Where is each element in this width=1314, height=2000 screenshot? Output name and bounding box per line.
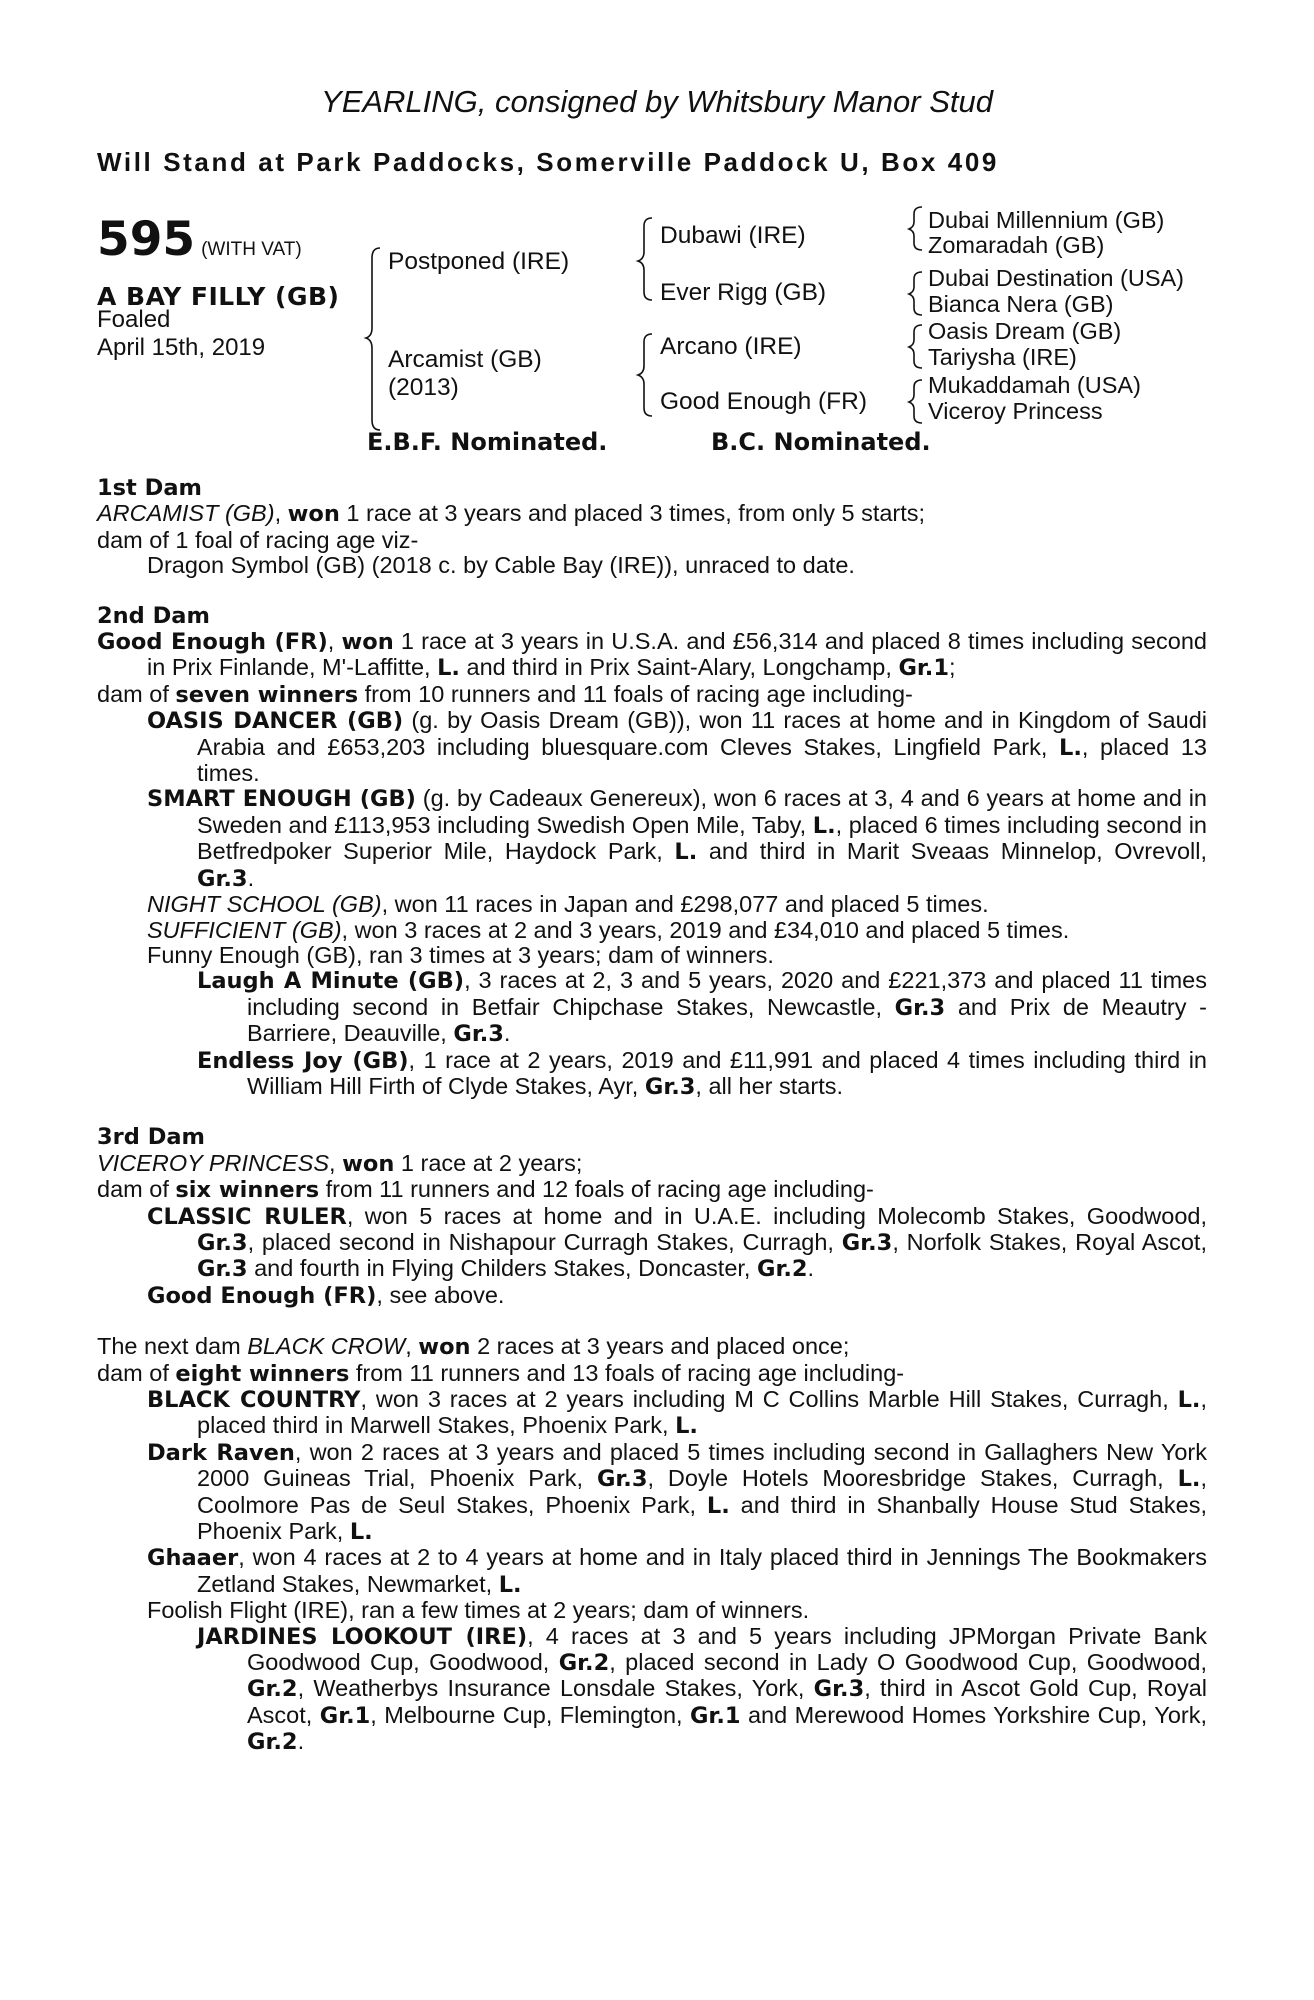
progeny-oasis-dancer: OASIS DANCER (GB) (g. by Oasis Dream (GB)), won 11 races at home and in Kingdom of Saudi Arabia and £653,203 including bluesquare.com Cleves Stakes, Lingfield Park, L., placed 13 times. — [147, 707, 1207, 787]
dam-sire: Arcano (IRE) — [660, 333, 802, 360]
gen3-6: Tariysha (IRE) — [928, 344, 1077, 370]
third-dam-produce: dam of six winners from 11 runners and 12 foals of racing age including- — [97, 1176, 874, 1204]
second-dam-heading: 2nd Dam — [97, 602, 210, 629]
next-dam-produce: dam of eight winners from 11 runners and 13 foals of racing age including- — [97, 1359, 905, 1387]
vat-note: (WITH VAT) — [201, 239, 302, 260]
first-dam-produce: dam of 1 foal of racing age viz- — [97, 526, 419, 553]
stand-location: Will Stand at Park Paddocks, Somerville Paddock U, Box 409 — [97, 147, 999, 177]
ebf-nominated: E.B.F. Nominated. — [367, 428, 608, 456]
produce-record — [97, 476, 1207, 1756]
progeny-sufficient: SUFFICIENT (GB), won 3 races at 2 and 3 years, 2019 and £34,010 and placed 5 times. — [147, 916, 1070, 943]
gen3-3: Dubai Destination (USA) — [928, 265, 1184, 291]
lot-number: 595 — [97, 212, 196, 267]
progeny-dark-raven: Dark Raven, won 2 races at 3 years and placed 5 times including second in Gallaghers New York 2000 Guineas Trial, Phoenix Park, Gr.3, Doyle Hotels Mooresbridge Stakes, Curragh, L., Coolmore Pas de Seul Stakes, Phoenix Park, L. and third in Shanbally House Stud Stakes, Phoenix Park, L. — [147, 1438, 1207, 1546]
foaled-date: April 15th, 2019 — [97, 334, 266, 361]
progeny-classic-ruler: CLASSIC RULER, won 5 races at home and in U.A.E. including Molecomb Stakes, Goodwood, Gr.3, placed second in Nishapour Curragh Stakes, Curragh, Gr.3, Norfolk Stakes, Royal Ascot, Gr.3 and fourth in Flying Childers Stakes, Doncaster, Gr.2. — [147, 1202, 1207, 1283]
first-dam-entry: ARCAMIST (GB), won 1 race at 3 years and placed 3 times, from only 5 starts; — [97, 500, 926, 528]
sire-sire: Dubawi (IRE) — [660, 222, 806, 249]
progeny-good-enough: Good Enough (FR), see above. — [147, 1281, 505, 1309]
horse-name: A BAY FILLY (GB) — [97, 282, 340, 311]
consignment-line: YEARLING, consigned by Whitsbury Manor Stud — [321, 84, 993, 119]
bc-nominated: B.C. Nominated. — [711, 428, 931, 456]
dam-dam: Good Enough (FR) — [660, 388, 867, 415]
next-dam-entry: The next dam BLACK CROW, won 2 races at 3 years and placed once; — [97, 1333, 850, 1361]
gen3-4: Bianca Nera (GB) — [928, 291, 1114, 317]
progeny-jardines-lookout: JARDINES LOOKOUT (IRE), 4 races at 3 and 5 years including JPMorgan Private Bank Goodwood Cup, Goodwood, Gr.2, placed second in Lady O Goodwood Cup, Goodwood, Gr.2, Weatherbys Insurance Lonsdale Stakes, York, Gr.3, third in Ascot Gold Cup, Royal Ascot, Gr.1, Melbourne Cup, Flemington, Gr.1 and Merewood Homes Yorkshire Cup, York, Gr.2. — [197, 1622, 1207, 1756]
third-dam-entry: VICEROY PRINCESS, won 1 race at 2 years; — [97, 1149, 583, 1177]
gen3-2: Zomaradah (GB) — [928, 232, 1105, 258]
third-dam-heading: 3rd Dam — [97, 1124, 205, 1151]
progeny-foolish-flight: Foolish Flight (IRE), ran a few times at 2 years; dam of winners. — [147, 1597, 810, 1624]
second-dam-entry: Good Enough (FR), won 1 race at 3 years in U.S.A. and £56,314 and placed 8 times including second in Prix Finlande, M'-Laffitte, L. and third in Prix Saint-Alary, Longchamp, Gr.1; — [97, 628, 1208, 682]
dam: Arcamist (GB) — [388, 346, 542, 373]
first-dam-foal: Dragon Symbol (GB) (2018 c. by Cable Bay (IRE)), unraced to date. — [147, 552, 855, 579]
progeny-smart-enough: SMART ENOUGH (GB) (g. by Cadeaux Genereux), won 6 races at 3, 4 and 6 years at home and in Sweden and £113,953 including Swedish Open Mile, Taby, L., placed 6 times including second in Betfredpoker Superior Mile, Haydock Park, L. and third in Marit Sveaas Minnelop, Ovrevoll, Gr.3. — [147, 785, 1208, 892]
gen3-1: Dubai Millennium (GB) — [928, 207, 1165, 233]
second-dam-produce: dam of seven winners from 10 runners and 11 foals of racing age including- — [97, 680, 913, 708]
gen3-7: Mukaddamah (USA) — [928, 372, 1141, 398]
sire-dam: Ever Rigg (GB) — [660, 279, 827, 306]
foaled-label: Foaled — [97, 306, 171, 333]
gen3-5: Oasis Dream (GB) — [928, 318, 1122, 344]
progeny-laugh-a-minute: Laugh A Minute (GB), 3 races at 2, 3 and 5 years, 2020 and £221,373 and placed 11 times including second in Betfair Chipchase Stakes, Newcastle, Gr.3 and Prix de Meautry - Barriere, Deauville, Gr.3. — [197, 967, 1207, 1048]
gen3-8: Viceroy Princess — [928, 398, 1103, 424]
first-dam-heading: 1st Dam — [97, 475, 202, 501]
sire: Postponed (IRE) — [388, 248, 570, 275]
progeny-endless-joy: Endless Joy (GB), 1 race at 2 years, 2019 and £11,991 and placed 4 times including third in William Hill Firth of Clyde Stakes, Ayr, Gr.3, all her starts. — [197, 1046, 1207, 1100]
progeny-black-country: BLACK COUNTRY, won 3 races at 2 years including M C Collins Marble Hill Stakes, Curragh, L., placed third in Marwell Stakes, Phoenix Park, L. — [147, 1386, 1207, 1440]
dam-year: (2013) — [388, 374, 459, 401]
progeny-ghaaer: Ghaaer, won 4 races at 2 to 4 years at home and in Italy placed third in Jennings The Bookmakers Zetland Stakes, Newmarket, L. — [147, 1544, 1207, 1598]
progeny-funny-enough: Funny Enough (GB), ran 3 times at 3 years; dam of winners. — [147, 941, 774, 968]
progeny-night-school: NIGHT SCHOOL (GB), won 11 races in Japan and £298,077 and placed 5 times. — [147, 891, 989, 918]
